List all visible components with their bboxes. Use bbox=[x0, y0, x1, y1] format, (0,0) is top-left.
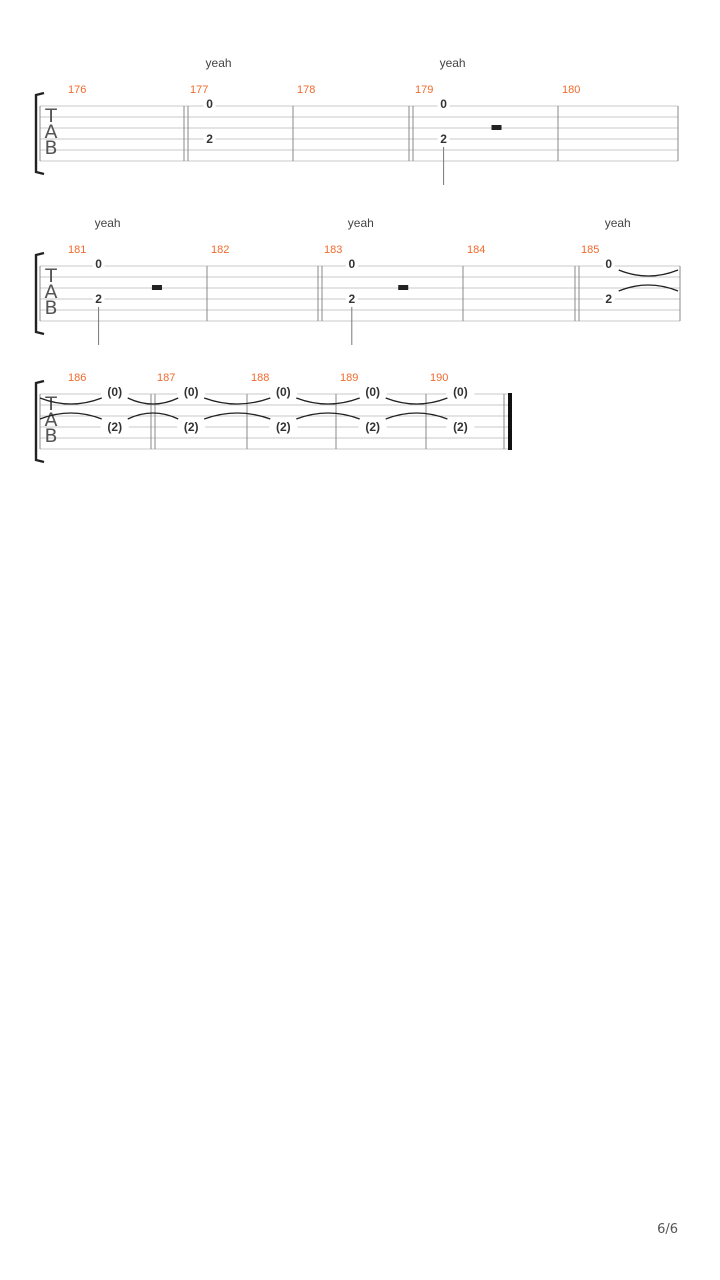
tie-high bbox=[296, 398, 359, 404]
fret-number-high: 0 bbox=[605, 257, 613, 271]
measure-number: 181 bbox=[68, 244, 87, 256]
system-1 bbox=[36, 56, 678, 185]
fret-number-low: 2 bbox=[95, 292, 102, 306]
measure-number: 182 bbox=[211, 244, 230, 256]
measure-number: 186 bbox=[68, 372, 87, 384]
measure-number: 190 bbox=[430, 372, 449, 384]
tie-high bbox=[386, 398, 448, 404]
tab-clef-letter: T bbox=[45, 265, 57, 287]
fret-number-low: (2) bbox=[365, 420, 381, 434]
tab-clef-letter: T bbox=[45, 105, 57, 127]
fret-number-low: (2) bbox=[183, 420, 199, 434]
half-rest bbox=[152, 285, 162, 290]
lyric-text: yeah bbox=[604, 216, 631, 230]
measure-number: 179 bbox=[415, 84, 434, 96]
fret-number-high: 0 bbox=[95, 257, 102, 271]
tab-clef-letter: T bbox=[45, 393, 57, 415]
tab-clef-letter: A bbox=[44, 409, 58, 431]
fret-number-low: 2 bbox=[440, 132, 447, 146]
lyric-text: yeah bbox=[205, 56, 232, 70]
tie-outgoing-high bbox=[619, 270, 678, 276]
fret-number-high: (0) bbox=[365, 385, 381, 399]
measure-number: 180 bbox=[562, 84, 581, 96]
fret-number-low: 2 bbox=[348, 292, 356, 306]
fret-number-low: (2) bbox=[275, 420, 291, 434]
fret-number-high: (0) bbox=[275, 385, 291, 399]
measure-number: 185 bbox=[581, 244, 600, 256]
fret-number-low: (2) bbox=[453, 420, 468, 434]
tie-high bbox=[204, 398, 270, 404]
fret-number-high: (0) bbox=[107, 385, 123, 399]
measure-number: 188 bbox=[251, 372, 270, 384]
tab-clef-letter: A bbox=[44, 121, 58, 143]
measure-number: 183 bbox=[324, 244, 343, 256]
fret-number-high: (0) bbox=[453, 385, 468, 399]
tie-high bbox=[128, 398, 178, 404]
tab-clef-letter: A bbox=[44, 281, 58, 303]
fret-number-high: 0 bbox=[206, 97, 213, 111]
half-rest bbox=[492, 125, 502, 130]
page-number: 6/6 bbox=[657, 1222, 678, 1237]
half-rest bbox=[398, 285, 408, 290]
measure-number: 184 bbox=[467, 244, 486, 256]
lyric-text: yeah bbox=[94, 216, 121, 230]
lyric-text: yeah bbox=[347, 216, 374, 230]
measure-number: 178 bbox=[297, 84, 316, 96]
fret-number-low: (2) bbox=[107, 420, 123, 434]
fret-number-high: (0) bbox=[183, 385, 199, 399]
final-barline-thick bbox=[508, 393, 512, 450]
fret-number-high: 0 bbox=[440, 97, 447, 111]
system-3 bbox=[36, 372, 512, 462]
measure-number: 189 bbox=[340, 372, 359, 384]
tab-clef-letter: B bbox=[44, 137, 58, 159]
fret-number-low: 2 bbox=[206, 132, 213, 146]
lyric-text: yeah bbox=[439, 56, 466, 70]
measure-number: 176 bbox=[68, 84, 87, 96]
tab-clef-letter: B bbox=[44, 297, 58, 319]
fret-number-high: 0 bbox=[348, 257, 356, 271]
system-2 bbox=[36, 216, 680, 345]
fret-number-low: 2 bbox=[605, 292, 613, 306]
tab-clef-letter: B bbox=[44, 425, 58, 447]
measure-number: 177 bbox=[190, 84, 209, 96]
measure-number: 187 bbox=[157, 372, 176, 384]
